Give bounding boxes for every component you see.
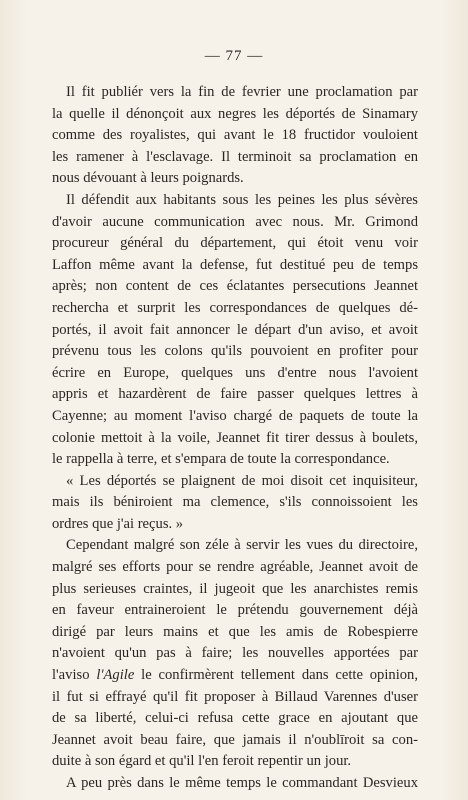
text-line: il fut si effrayé qu'il fit proposer à Billaud Varennes d'user <box>52 688 418 705</box>
text-line: appris et hazardèrent de faire passer quelques lettres à <box>52 386 418 403</box>
text-line: malgré ses efforts pour se rendre agréable, Jeannet avoit de <box>52 559 418 576</box>
text-line: nous dévouant à leurs poignards. <box>52 170 244 187</box>
text-line: mais ils béniroient ma clemence, s'ils connoissoient les <box>52 494 418 511</box>
text-line: portés, il avoit fait annoncer le départ d'un aviso, et avoit <box>52 321 418 338</box>
italic-ship-name: l'Agile <box>96 667 135 684</box>
text-line: de sa liberté, celui-ci refusa cette grace en ajoutant que <box>52 710 418 727</box>
text-line: Jeannet avoit beau faire, que jamais il n'oublīroit sa con- <box>52 731 418 748</box>
text-line: Cependant malgré son zéle à servir les vues du directoire, <box>66 537 418 554</box>
text-line: plus serieuses craintes, il jugeoit que les anarchistes remis <box>52 580 418 597</box>
text-line: A peu près dans le même temps le commandant Desvieux <box>66 775 418 791</box>
text-line: duite à son égard et qu'il l'en feroit repentir un jour. <box>52 753 352 770</box>
text-line: Cayenne; au moment l'aviso chargé de paquets de toute la <box>52 407 418 424</box>
text-line: d'avoir aucune communication avec nous. Mr. Grimond <box>52 213 418 230</box>
text-line: après; non content de ces éclatantes persecutions Jeannet <box>52 278 418 295</box>
text-line: rechercha et surprit les correspondances de quelques dé- <box>52 299 418 316</box>
text-line: comme des royalistes, qui avant le 18 fructidor vouloient <box>52 127 418 144</box>
text-line: dirigé par leurs mains et que les amis de Robespierre <box>52 623 418 640</box>
text-line: écrire en Europe, quelques uns d'entre nous l'avoient <box>52 364 418 381</box>
text-line: la quelle il dénonçoit aux negres les déportés de Sinamary <box>52 105 418 122</box>
text-line: en faveur entraineroient le prétendu gouvernement déjà <box>52 602 418 619</box>
text-line: ordres que j'ai reçus. » <box>52 515 184 532</box>
page-number: — 77 — <box>204 48 264 64</box>
text-line: Il défendit aux habitants sous les peines les plus sévères <box>66 191 418 208</box>
body-text <box>52 82 418 795</box>
text-line: « Les déportés se plaignent de moi disoit cet inquisiteur, <box>66 472 418 489</box>
text-line: Il fit publiér vers la fin de fevrier une proclamation par <box>66 84 418 100</box>
text-line: Laffon même avant la defense, fut destitué peu de temps <box>52 256 418 273</box>
text-line: prévenu tous les colons qu'ils pouvoient en profiter pour <box>52 343 418 360</box>
text-line: n'avoient qu'un pas à faire; les nouvelles apportées par <box>52 645 418 662</box>
text-line: les ramener à l'esclavage. Il terminoit sa proclamation en <box>52 148 418 165</box>
text-line: l'aviso l'Agile le confirmèrent tellement dans cette opinion, <box>52 667 419 684</box>
text-line: procureur général du département, qui étoit venu voir <box>52 235 418 252</box>
text-line: le rappella à terre, et s'empara de toute la correspondance. <box>52 451 390 468</box>
text-line: colonie mettoit à la voile, Jeannet fit tirer dessus à boulets, <box>52 429 418 446</box>
